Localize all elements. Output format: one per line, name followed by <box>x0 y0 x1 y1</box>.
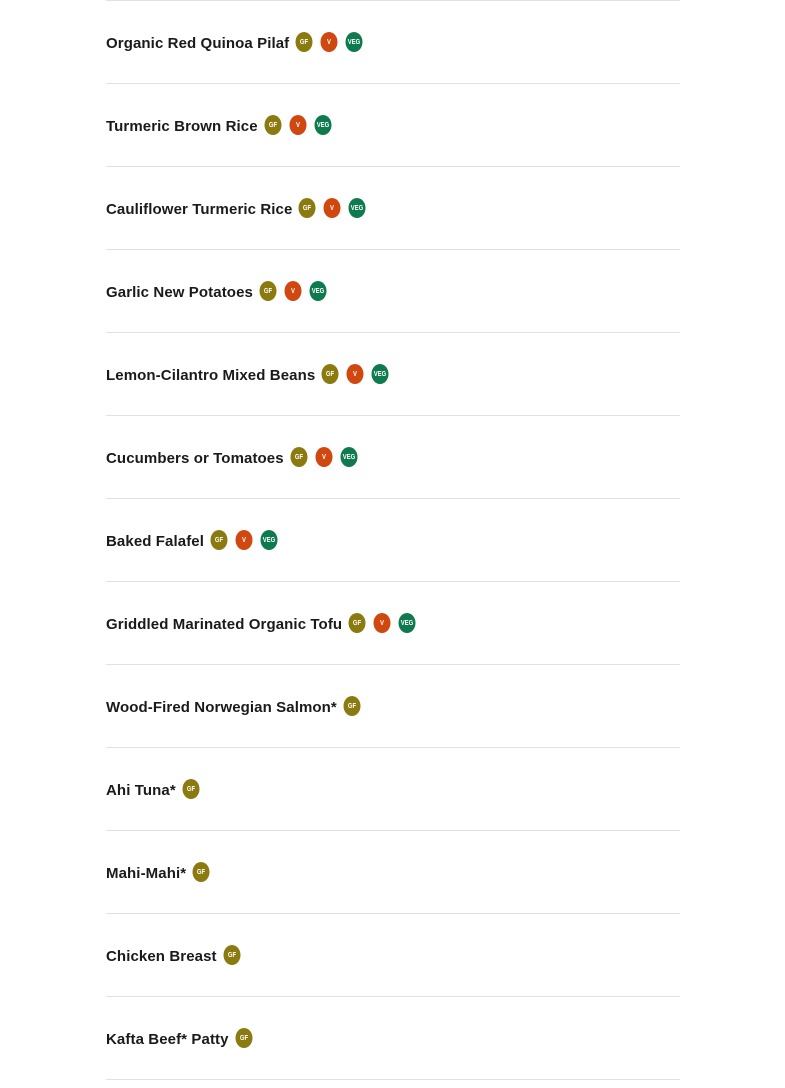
dietary-badges <box>320 364 390 384</box>
gluten-free-badge: GF <box>259 281 276 301</box>
vegan-badge: V <box>315 447 332 467</box>
menu-item-list <box>106 0 680 1080</box>
list-item <box>106 913 680 996</box>
vegetarian-badge: VEG <box>372 364 389 384</box>
gluten-free-badge: GF <box>322 364 339 384</box>
item-name: Ahi Tuna* <box>106 781 176 799</box>
gluten-free-badge: GF <box>182 779 199 799</box>
vegetarian-badge: VEG <box>399 613 416 633</box>
list-item <box>106 249 680 332</box>
list-item <box>106 747 680 830</box>
dietary-badges <box>234 1028 254 1048</box>
vegan-badge: V <box>347 364 364 384</box>
dietary-badges <box>294 32 364 52</box>
list-item <box>106 664 680 747</box>
gluten-free-badge: GF <box>349 613 366 633</box>
dietary-badges <box>297 198 367 218</box>
gluten-free-badge: GF <box>193 862 210 882</box>
dietary-badges <box>347 613 417 633</box>
gluten-free-badge: GF <box>290 447 307 467</box>
gluten-free-badge: GF <box>296 32 313 52</box>
vegan-badge: V <box>284 281 301 301</box>
item-name: Kafta Beef* Patty <box>106 1030 229 1048</box>
item-name: Lemon-Cilantro Mixed Beans <box>106 366 316 384</box>
vegan-badge: V <box>236 530 253 550</box>
dietary-badges <box>289 447 359 467</box>
vegetarian-badge: VEG <box>349 198 366 218</box>
item-name: Baked Falafel <box>106 532 205 550</box>
gluten-free-badge: GF <box>264 115 281 135</box>
item-name: Chicken Breast <box>106 947 217 965</box>
list-item <box>106 498 680 581</box>
item-name: Turmeric Brown Rice <box>106 117 258 135</box>
gluten-free-badge: GF <box>299 198 316 218</box>
vegetarian-badge: VEG <box>346 32 363 52</box>
item-name: Wood-Fired Norwegian Salmon* <box>106 698 337 716</box>
vegetarian-badge: VEG <box>314 115 331 135</box>
dietary-badges <box>181 779 201 799</box>
item-name: Griddled Marinated Organic Tofu <box>106 615 343 633</box>
vegan-badge: V <box>374 613 391 633</box>
list-item <box>106 83 680 166</box>
vegetarian-badge: VEG <box>261 530 278 550</box>
vegan-badge: V <box>289 115 306 135</box>
dietary-badges <box>263 115 333 135</box>
list-item <box>106 332 680 415</box>
gluten-free-badge: GF <box>223 945 240 965</box>
item-name: Organic Red Quinoa Pilaf <box>106 34 290 52</box>
dietary-badges <box>222 945 242 965</box>
item-name: Garlic New Potatoes <box>106 283 253 301</box>
dietary-badges <box>342 696 362 716</box>
list-item <box>106 996 680 1080</box>
item-name: Cauliflower Turmeric Rice <box>106 200 293 218</box>
dietary-badges <box>209 530 279 550</box>
list-item <box>106 0 680 83</box>
dietary-badges <box>191 862 211 882</box>
gluten-free-badge: GF <box>343 696 360 716</box>
item-name: Cucumbers or Tomatoes <box>106 449 284 467</box>
vegan-badge: V <box>321 32 338 52</box>
list-item <box>106 581 680 664</box>
list-item <box>106 166 680 249</box>
gluten-free-badge: GF <box>211 530 228 550</box>
list-item <box>106 415 680 498</box>
gluten-free-badge: GF <box>235 1028 252 1048</box>
item-name: Mahi-Mahi* <box>106 864 187 882</box>
dietary-badges <box>258 281 328 301</box>
vegetarian-badge: VEG <box>340 447 357 467</box>
vegetarian-badge: VEG <box>309 281 326 301</box>
list-item <box>106 830 680 913</box>
vegan-badge: V <box>324 198 341 218</box>
